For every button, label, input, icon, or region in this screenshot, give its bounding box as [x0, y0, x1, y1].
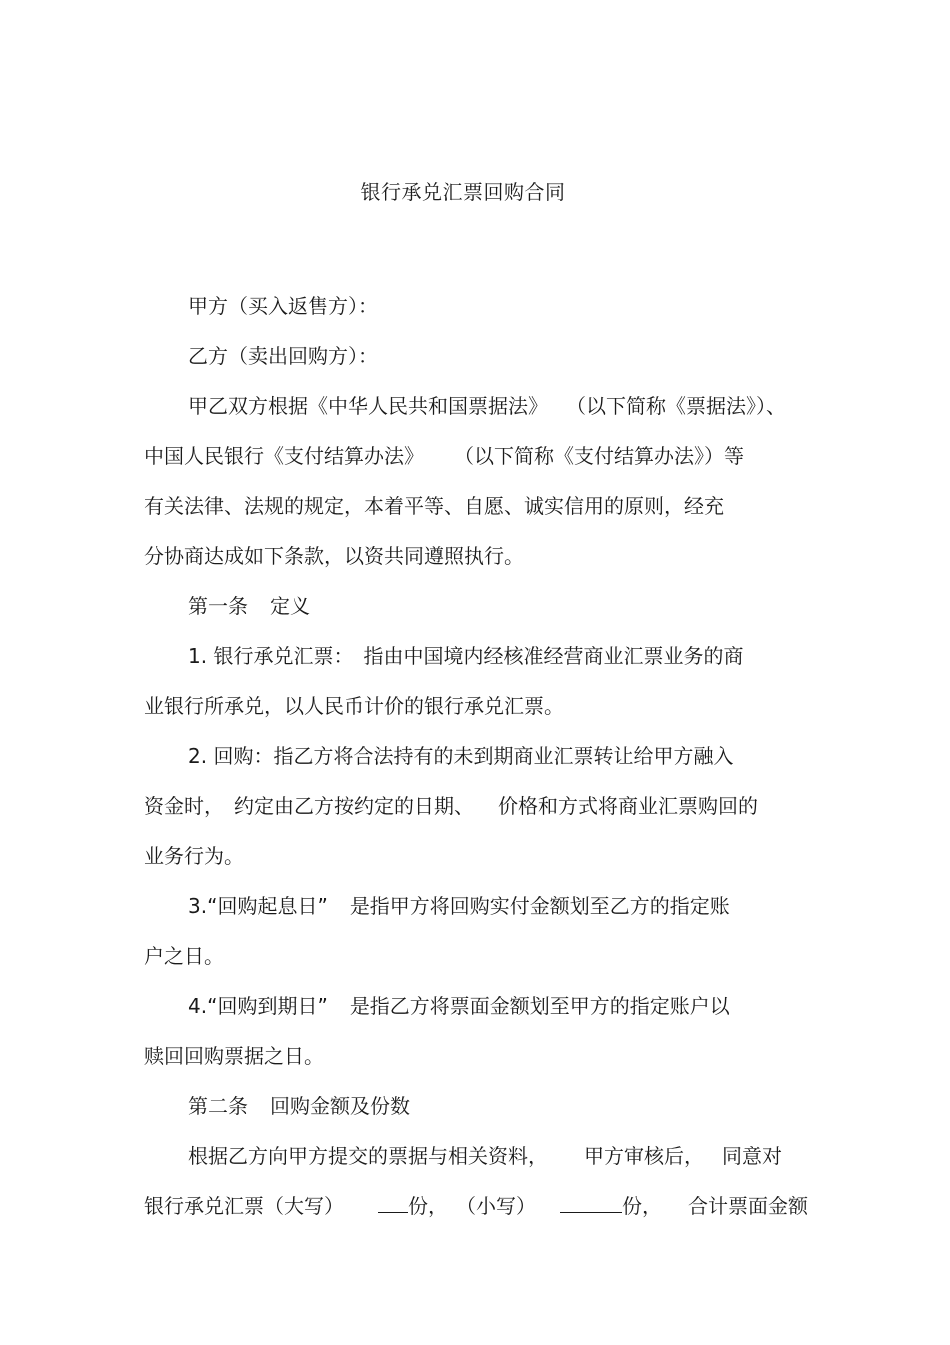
article-number: 第二条	[188, 1094, 248, 1118]
clause-text: 合计票面金额	[688, 1194, 808, 1218]
definition-4-line-1	[188, 992, 730, 1020]
preamble-text: （以下简称《票据法》）、	[566, 394, 786, 418]
preamble-line-4: 分协商达成如下条款，以资共同遵照执行。	[144, 544, 524, 568]
article-number: 第一条	[188, 594, 248, 618]
preamble-text: 甲乙双方根据《中华人民共和国票据法》	[188, 394, 548, 418]
clause-text: 银行承兑汇票（大写）	[144, 1194, 344, 1218]
definition-2-line-3: 业务行为。	[144, 844, 244, 868]
clause-text: 份，	[408, 1194, 448, 1218]
definition-term: 3.“回购起息日”	[188, 894, 328, 918]
definition-text: 资金时，	[144, 794, 224, 818]
party-a-line: 甲方（买入返售方）：	[188, 294, 378, 318]
preamble-line-2	[144, 442, 744, 470]
clause-text: 份，	[622, 1194, 662, 1218]
clause-text: 根据乙方向甲方提交的票据与相关资料，	[188, 1144, 548, 1168]
definition-2-line-1: 2. 回购：指乙方将合法持有的未到期商业汇票转让给甲方融入	[188, 744, 734, 768]
article-2-para-line-1	[188, 1142, 782, 1170]
definition-1-line-1	[188, 642, 743, 670]
article-2-heading	[188, 1092, 410, 1120]
preamble-line-1	[188, 392, 786, 420]
article-2-para-line-2	[144, 1192, 808, 1220]
definition-text: 是指甲方将回购实付金额划至乙方的指定账	[349, 894, 730, 918]
preamble-text: （以下简称《支付结算办法》）等	[454, 444, 744, 468]
definition-text: 约定由乙方按约定的日期、	[234, 794, 474, 818]
definition-3-line-2: 户之日。	[144, 944, 224, 968]
document-title: 银行承兑汇票回购合同	[360, 180, 566, 204]
preamble-text: 中国人民银行《支付结算办法》	[144, 444, 424, 468]
definition-term: 1. 银行承兑汇票：	[188, 644, 354, 668]
preamble-line-3: 有关法律、法规的规定，本着平等、自愿、诚实信用的原则，经充	[144, 494, 724, 518]
blank-copies-uppercase	[378, 1192, 408, 1213]
definition-term: 4.“回购到期日”	[188, 994, 328, 1018]
definition-text: 价格和方式将商业汇票购回的	[498, 794, 758, 818]
article-title: 回购金额及份数	[270, 1094, 410, 1118]
clause-text: 同意对	[722, 1144, 782, 1168]
article-1-heading	[188, 592, 310, 620]
definition-3-line-1	[188, 892, 730, 920]
definition-4-line-2: 赎回回购票据之日。	[144, 1044, 324, 1068]
definition-1-line-2: 业银行所承兑，以人民币计价的银行承兑汇票。	[144, 694, 564, 718]
blank-copies-lowercase	[560, 1192, 622, 1213]
clause-text: （小写）	[456, 1194, 536, 1218]
definition-text: 是指乙方将票面金额划至甲方的指定账户以	[349, 994, 730, 1018]
party-b-line: 乙方（卖出回购方）：	[188, 344, 378, 368]
definition-text: 指由中国境内经核准经营商业汇票业务的商	[363, 644, 744, 668]
clause-text: 甲方审核后，	[584, 1144, 704, 1168]
definition-2-line-2	[144, 792, 758, 820]
article-title: 定义	[270, 594, 310, 618]
